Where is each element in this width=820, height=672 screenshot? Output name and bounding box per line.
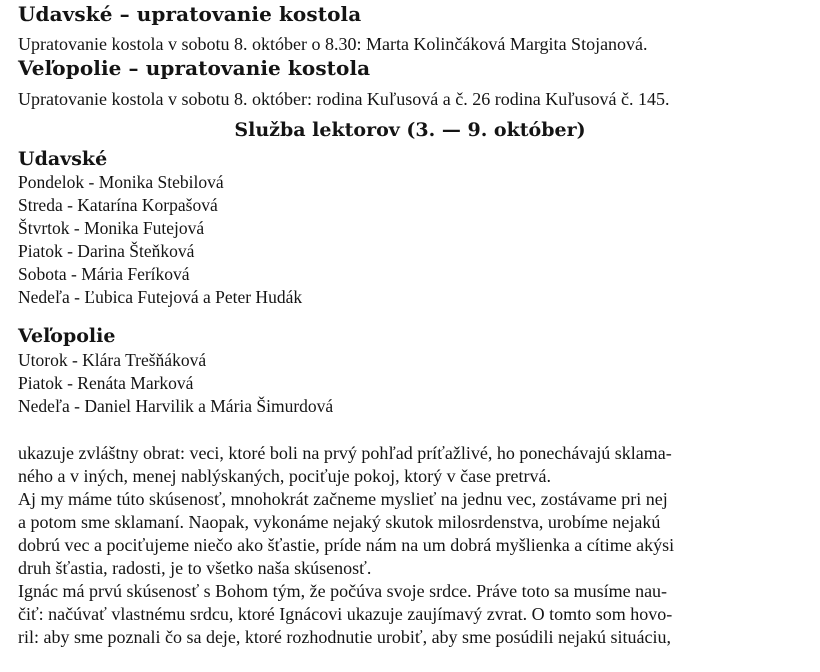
lector-entry: Piatok - Renáta Marková — [18, 373, 194, 393]
lectors-group-velopolie-list — [18, 349, 333, 418]
text-line: dobrú vec a pociťujeme niečo ako šťastie, príde nám na um dobrá myšlienka a cítime akýsi — [18, 535, 675, 555]
lector-entry: Nedeľa - Ľubica Futejová a Peter Hudák — [18, 287, 303, 307]
lector-entry: Sobota - Mária Feríková — [18, 264, 190, 284]
velopolie-cleaning-heading: Veľopolie – upratovanie kostola — [18, 56, 371, 80]
text-line: Aj my máme túto skúsenosť, mnohokrát začneme myslieť na jednu vec, zostávame pri nej — [18, 489, 668, 509]
reflection-text — [18, 442, 802, 649]
lectors-heading: Služba lektorov (3. — 9. október) — [234, 119, 586, 141]
text-line: čiť: načúvať vlastnému srdcu, ktoré Ignácovi ukazuje zaujímavý zvrat. O tomto som hovo- — [18, 604, 673, 624]
paragraph — [18, 580, 802, 649]
lectors-group-udavske-heading: Udavské — [18, 148, 108, 170]
lector-entry: Utorok - Klára Trešňáková — [18, 350, 207, 370]
udavske-cleaning-heading: Udavské – upratovanie kostola — [18, 2, 362, 26]
lector-entry: Štvrtok - Monika Futejová — [18, 218, 205, 238]
lector-entry: Nedeľa - Daniel Harvilik a Mária Šimurdová — [18, 396, 334, 416]
velopolie-cleaning-text: Upratovanie kostola v sobotu 8. október: rodina Kuľusová a č. 26 rodina Kuľusová č. 145. — [18, 89, 670, 109]
udavske-cleaning-text: Upratovanie kostola v sobotu 8. október o 8.30: Marta Kolinčáková Margita Stojanová. — [18, 34, 648, 54]
text-line: ného a v iných, menej nablýskaných, pociťuje pokoj, ktorý v čase pretrvá. — [18, 466, 552, 486]
paragraph — [18, 442, 802, 488]
lectors-group-velopolie-heading: Veľopolie — [18, 325, 116, 347]
lector-entry: Pondelok - Monika Stebilová — [18, 172, 224, 192]
text-line: druh šťastia, radosti, je to všetko naša skúsenosť. — [18, 558, 372, 578]
text-line: a potom sme sklamaní. Naopak, vykonáme nejaký skutok milosrdenstva, urobíme nejakú — [18, 512, 661, 532]
lectors-group-udavske-list — [18, 171, 302, 309]
lector-entry: Streda - Katarína Korpašová — [18, 195, 218, 215]
text-line: ukazuje zvláštny obrat: veci, ktoré boli na prvý pohľad príťažlivé, ho ponechávajú sklama- — [18, 443, 672, 463]
text-line: Ignác má prvú skúsenosť s Bohom tým, že počúva svoje srdce. Práve toto sa musíme nau- — [18, 581, 668, 601]
paragraph — [18, 488, 802, 580]
text-line: ril: aby sme poznali čo sa deje, ktoré rozhodnutie urobiť, aby sme posúdili nejakú situáciu, — [18, 627, 672, 647]
lector-entry: Piatok - Darina Šteňková — [18, 241, 195, 261]
